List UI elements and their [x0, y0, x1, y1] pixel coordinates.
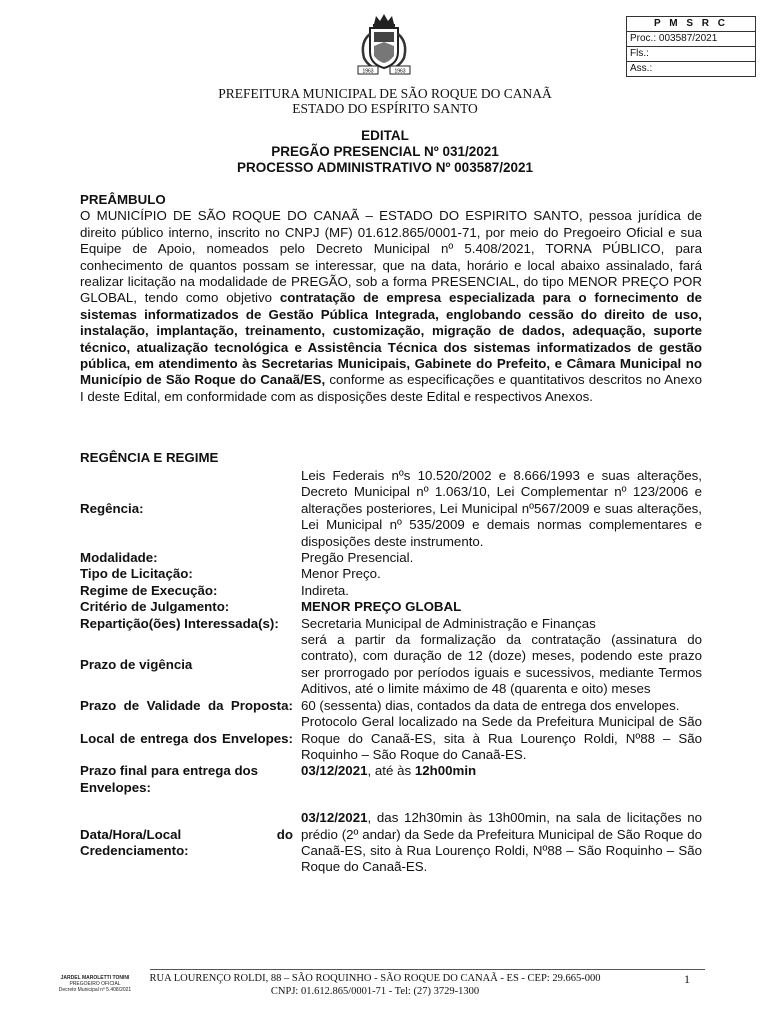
reparticao-label: Repartição(ões) Interessada(s): — [80, 615, 279, 631]
preamble-text-end: conforme as especificações e quantitativos descritos no Anexo I deste Edital, em conformidade com as disposições deste Edital e respectivos Anexos. — [80, 372, 702, 404]
preamble-text — [80, 208, 702, 405]
prazo-final-date: 03/12/2021 — [300, 763, 368, 779]
vigencia-label: Prazo de vigência — [80, 656, 193, 672]
footer-contact-line: CNPJ: 01.612.865/0001-71 - Tel: (27) 3729-1300 — [270, 986, 480, 997]
table-row — [80, 583, 702, 599]
credenciamento-rest: , das 12h30min às 13h00min, na sala de licitações no prédio (2º andar) da Sede da Prefeitura Municipal de São Roque do Canaã-ES, sito à Rua Lourenço Roldi, Nº88 – São Roquinho – São Roque do Canaã-ES. — [300, 810, 702, 875]
tipo-value: Menor Preço. — [300, 566, 381, 582]
vigencia-value: será a partir da formalização da contratação (assinatura do contrato), com duração de 12 (doze) meses, podendo este prazo ser prorrogado por períodos iguais e sucessivos, mediante Termos Aditivos, até o limite máximo de 48 (quarenta e oito) meses — [300, 632, 702, 697]
table-row — [80, 599, 702, 615]
table-row — [80, 616, 702, 632]
coat-year-left: 1963 — [362, 68, 374, 75]
table-row — [80, 566, 702, 582]
page-number: 1 — [684, 972, 690, 986]
local-label: Local de entrega dos Envelopes: — [80, 730, 293, 746]
regime-table — [80, 468, 702, 876]
prazo-final-label: Prazo final para entrega dos Envelopes: — [80, 763, 259, 795]
validade-label: Prazo de Validade da Proposta: — [80, 697, 293, 713]
signature-stamp — [40, 975, 150, 993]
regencia-value: Leis Federais nºs 10.520/2002 e 8.666/1993 e suas alterações, Decreto Municipal nº 1.063/10, Lei Complementar nº 123/2006 e alterações posteriores, Lei Municipal nº567/2009 e suas alterações, Lei Municipal nº 535/2009 e demais normas complementares e disposições deste instrumento. — [300, 468, 702, 549]
tipo-label: Tipo de Licitação: — [80, 566, 193, 582]
modalidade-label: Modalidade: — [80, 550, 158, 566]
table-row — [80, 468, 702, 550]
document-titles — [0, 128, 770, 176]
preamble-heading: PREÂMBULO — [80, 192, 166, 207]
footer-address — [140, 972, 610, 998]
table-row — [80, 796, 702, 876]
credenciamento-date: 03/12/2021 — [300, 810, 368, 826]
table-row — [80, 698, 702, 714]
footer-address-line: RUA LOURENÇO ROLDI, 88 – SÃO ROQUINHO - SÃO ROQUE DO CANAÃ - ES - CEP: 29.665-000 — [149, 973, 601, 984]
signature-role: PREGOEIRO OFICIAL — [69, 981, 121, 987]
preamble-text-start: O MUNICÍPIO DE SÃO ROQUE DO CANAÃ – ESTADO DO ESPIRITO SANTO, pessoa jurídica de direito público interno, inscrito no CNPJ (MF) 01.612.865/0001-71, por meio do Pregoeiro Oficial e sua Equipe de Apoio, nomeados pelo Decreto Municipal nº 5.408/2021, TORNA PÚBLICO, para conhecimento de quantos possam se interessar, que na data, horário e local abaixo assinalado, fará realizar licitação na modalidade de PREGÃO, sob a forma PRESENCIAL, do tipo MENOR PREÇO POR GLOBAL, tendo como objetivo — [80, 208, 702, 306]
document-header — [0, 86, 770, 116]
stamp-ass: Ass.: — [627, 61, 755, 76]
local-value: Protocolo Geral localizado na Sede da Prefeitura Municipal de São Roque do Canaã-ES, sita à Rua Lourenço Roldi, Nº88 – São Roquinho – São Roque do Canaã-ES. — [300, 714, 702, 762]
modalidade-value: Pregão Presencial. — [300, 550, 414, 566]
execucao-label: Regime de Execução: — [80, 582, 218, 598]
criterio-label: Critério de Julgamento: — [80, 599, 230, 615]
table-row — [80, 632, 702, 698]
execucao-value: Indireta. — [300, 582, 349, 598]
preamble-section — [80, 192, 702, 405]
prazo-final-time: 12h00min — [414, 763, 477, 779]
protocol-stamp — [626, 16, 756, 77]
reparticao-value: Secretaria Municipal de Administração e Finanças — [300, 615, 596, 631]
title-processo: PROCESSO ADMINISTRATIVO Nº 003587/2021 — [236, 160, 534, 175]
stamp-title: P M S R C — [653, 18, 729, 29]
coat-of-arms-icon — [356, 12, 412, 78]
stamp-proc: Proc.: 003587/2021 — [627, 31, 755, 46]
coat-year-right: 1963 — [394, 68, 406, 75]
regime-heading-wrap — [80, 450, 702, 466]
regencia-label: Regência: — [80, 500, 144, 516]
table-row — [80, 763, 702, 796]
signature-name: JARDEL MAROLETTI TONINI — [60, 975, 130, 981]
signature-decree: Decreto Municipal nº 5.408/2021 — [58, 987, 132, 993]
footer-divider — [150, 969, 705, 970]
validade-value: 60 (sessenta) dias, contados da data de entrega dos envelopes. — [300, 697, 680, 713]
header-municipality: PREFEITURA MUNICIPAL DE SÃO ROQUE DO CANAÃ — [218, 86, 552, 101]
regime-heading: REGÊNCIA E REGIME — [80, 450, 219, 465]
prazo-final-value — [301, 763, 702, 796]
table-row — [80, 714, 702, 763]
prazo-final-mid: , até às — [367, 763, 415, 779]
title-pregao: PREGÃO PRESENCIAL Nº 031/2021 — [271, 144, 499, 159]
credenciamento-value — [301, 796, 702, 876]
preamble-object: contratação de empresa especializada para o fornecimento de sistemas informatizados de Gestão Pública Integrada, englobando cessão do direito de uso, instalação, implantação, treinamento, customização, migração de dados, adequação, suporte técnico, atualização tecnológica e Assistência Técnica dos sistemas informatizados de gestão pública, em atendimento às Secretarias Municipais, Gabinete do Prefeito, e Câmara Municipal no Município de São Roque do Canaã/ES, — [80, 290, 702, 388]
stamp-fls: Fls.: — [627, 46, 755, 61]
table-row — [80, 550, 702, 566]
title-edital: EDITAL — [361, 128, 409, 143]
header-state: ESTADO DO ESPÍRITO SANTO — [292, 101, 478, 116]
criterio-value: MENOR PREÇO GLOBAL — [300, 599, 462, 615]
credenciamento-label: Data/Hora/Local do Credenciamento: — [80, 826, 293, 858]
